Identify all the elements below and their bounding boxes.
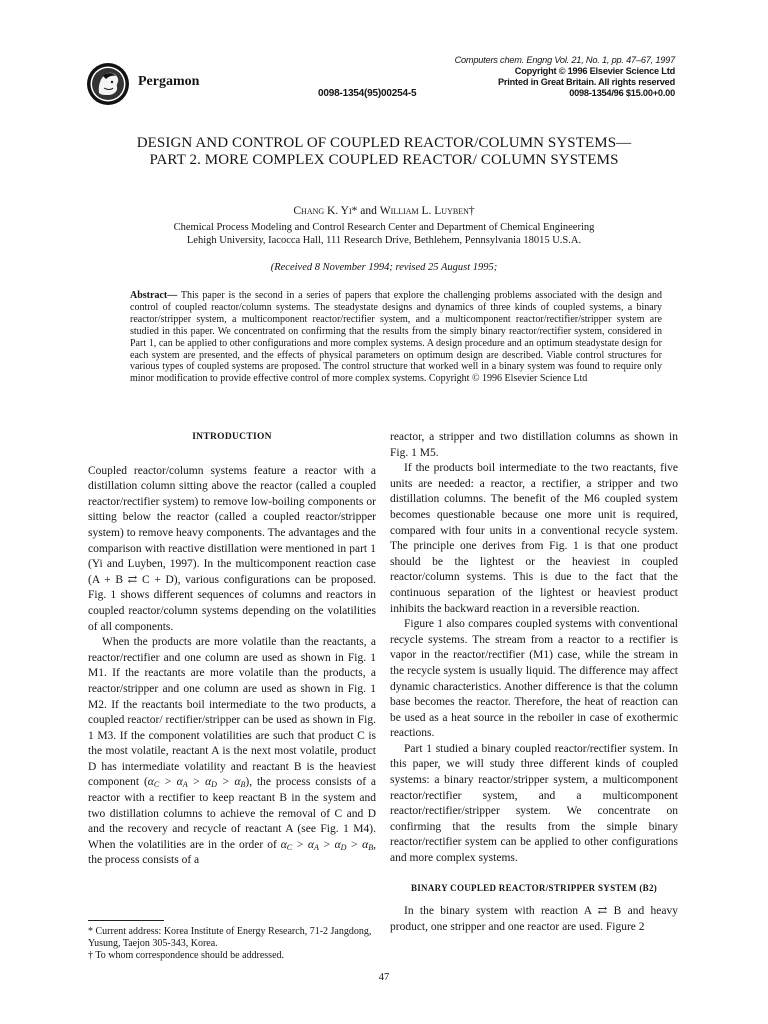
paragraph-text: , the process consists of a xyxy=(88,838,376,867)
paragraph: Figure 1 also compares coupled systems with conventional recycle systems. The stream from a reactor to a rectifier is vapor in the reactor/rectifier (M1) case, while the stream in the recycle system is usually liquid. The difference may affect dynamic characteristics. Another difference is that the column base becomes the reactor. Therefore, the heat of reaction can be used as a heat source in the reboiler in case of exothermic reactions. xyxy=(390,618,678,740)
footnote: * Current address: Korea Institute of Energy Research, 71-2 Jangdong, Yusung, Taejon 305-343, Korea. xyxy=(88,926,372,949)
article-issn: 0098-1354(95)00254-5 xyxy=(318,88,417,99)
section-heading-introduction: INTRODUCTION xyxy=(192,432,272,442)
footnote-divider xyxy=(88,920,164,921)
received-dates: (Received 8 November 1994; revised 25 August 1995; xyxy=(270,262,498,273)
paper-title: DESIGN AND CONTROL OF COUPLED REACTOR/COLUMN SYSTEMS—PART 2. MORE COMPLEX COUPLED REACTOR/ COLUMN SYSTEMS xyxy=(136,135,632,168)
pergamon-logo xyxy=(86,62,130,106)
author-conjunction: and xyxy=(357,205,380,217)
volatility-order: $\alpha_C > \alpha_A > \alpha_D > \alpha_B$ xyxy=(147,776,246,790)
affiliation-line: Chemical Process Modeling and Control Research Center and Department of Chemical Engineering xyxy=(173,222,595,233)
paragraph: In the binary system with reaction A ⇄ B and heavy product, one stripper and one reactor are used. Figure 2 xyxy=(390,905,678,933)
paragraph-text: When the products are more volatile than the reactants, a reactor/rectifier and one column are used as shown in Fig. 1 M1. If the reactants are more volatile than the products, a reactor/stripper and one column are used as shown in Fig. 1 M2. If the reactants boil intermediate to the two products, a coupled reactor/ rectifier/stripper can be used as shown in Fig. 1 M3. If the component volatilities are such that product C is the most volatile, reactant A is the next most volatile, product D has intermediate volatility and reactant B is the heaviest component ( xyxy=(88,636,376,789)
copyright-line: Copyright © 1996 Elsevier Science Ltd xyxy=(514,66,675,76)
paragraph: reactor, a stripper and two distillation columns as shown in Fig. 1 M5. xyxy=(390,431,678,459)
author-list xyxy=(0,205,768,217)
journal-line: Computers chem. Engng Vol. 21, No. 1, pp. 47–67, 1997 xyxy=(454,55,675,65)
right-column xyxy=(390,430,678,935)
footnote: † To whom correspondence should be addressed. xyxy=(88,950,285,961)
printed-line: Printed in Great Britain. All rights reserved xyxy=(497,77,675,87)
paragraph: If the products boil intermediate to the two reactants, five units are needed: a reactor, a rectifier, a stripper and two distillation columns. The benefit of the M6 coupled system becomes questionable because one more unit is required, compared with four units in a conventional recycle system. The principle one derives from Fig. 1 is that one product should be the lightest or the heaviest in coupled reactor/column systems. This is due to the fact that the continuous separation of the lightest or heaviest product inhibits the backward reaction in a reversible reaction. xyxy=(390,462,678,615)
page-number: 47 xyxy=(378,972,390,983)
footnotes xyxy=(88,926,376,962)
author-yi: Chang K. Yi* xyxy=(293,205,358,217)
paragraph-text: ), the process consists of a reactor with a rectifier to keep reactant B in the system and two distillation columns to achieve the removal of C and D and the recovery and recycle of reactant A (see Fig. 1 M4). When the volatilities are in the order of xyxy=(88,776,376,851)
left-column xyxy=(88,430,376,869)
abstract-text: This paper is the second in a series of papers that explore the challenging problems associated with the design and control of coupled reactor/column systems. The steadystate designs and dynamics of three kinds of coupled systems, a binary reactor/stripper system, a multicomponent reactor/rectifier system, and a multicomponent reactor/rectifier/stripper system are studied in this paper. We concentrated on confirming that the results from the simply binary reactor/rectifier system, considered in Part 1, can be applied to other configurations and more complex systems. A design procedure and an optimum steadystate design for each system are presented, and the effects of physical parameters on optimum design are described. Viable control structures for various types of coupled systems are proposed. The control structure that worked well in a binary system was found to require only minor modification to provide effective control of more complex systems. Copyright © 1996 Elsevier Science Ltd xyxy=(130,290,662,385)
section-heading-b2: BINARY COUPLED REACTOR/STRIPPER SYSTEM (B2) xyxy=(410,882,658,893)
abstract xyxy=(130,290,662,385)
paragraph xyxy=(88,635,376,869)
volatility-order: $\alpha_C > \alpha_A > \alpha_D > \alpha_B$ xyxy=(280,838,374,852)
paragraph: Part 1 studied a binary coupled reactor/rectifier system. In this paper, we will study three different kinds of coupled systems: a binary reactor/stripper system, a multicomponent reactor/rectifier system, and a multicomponent reactor/rectifier/stripper system. We concentrate on confirming that the results from the simple binary reactor/rectifier system can be applied to other configurations and more complex systems. xyxy=(390,742,678,865)
journal-citation xyxy=(455,55,675,99)
affiliation xyxy=(120,221,648,247)
paragraph: Coupled reactor/column systems feature a reactor with a distillation column sitting above the reactor (called a coupled reactor/rectifier system) to remove low-boiling components or sitting below the reactor (called a coupled reactor/stripper system) to remove heavy components. The advantages and the comparison with reactive distillation were mentioned in part 1 (Yi and Luyben, 1997). In the multicomponent reaction case (A + B ⇄ C + D), various configurations can be proposed. Fig. 1 shows different sequences of columns and reactors in coupled reactor/column systems depending on the volatilities of all components. xyxy=(88,464,376,633)
publisher-name: Pergamon xyxy=(138,74,200,89)
affiliation-line: Lehigh University, Iacocca Hall, 111 Research Drive, Bethlehem, Pennsylvania 18015 U.S.A. xyxy=(186,235,582,246)
author-luyben: William L. Luyben† xyxy=(379,205,475,217)
abstract-label: Abstract— xyxy=(130,290,178,301)
price-line: 0098-1354/96 $15.00+0.00 xyxy=(569,88,675,98)
